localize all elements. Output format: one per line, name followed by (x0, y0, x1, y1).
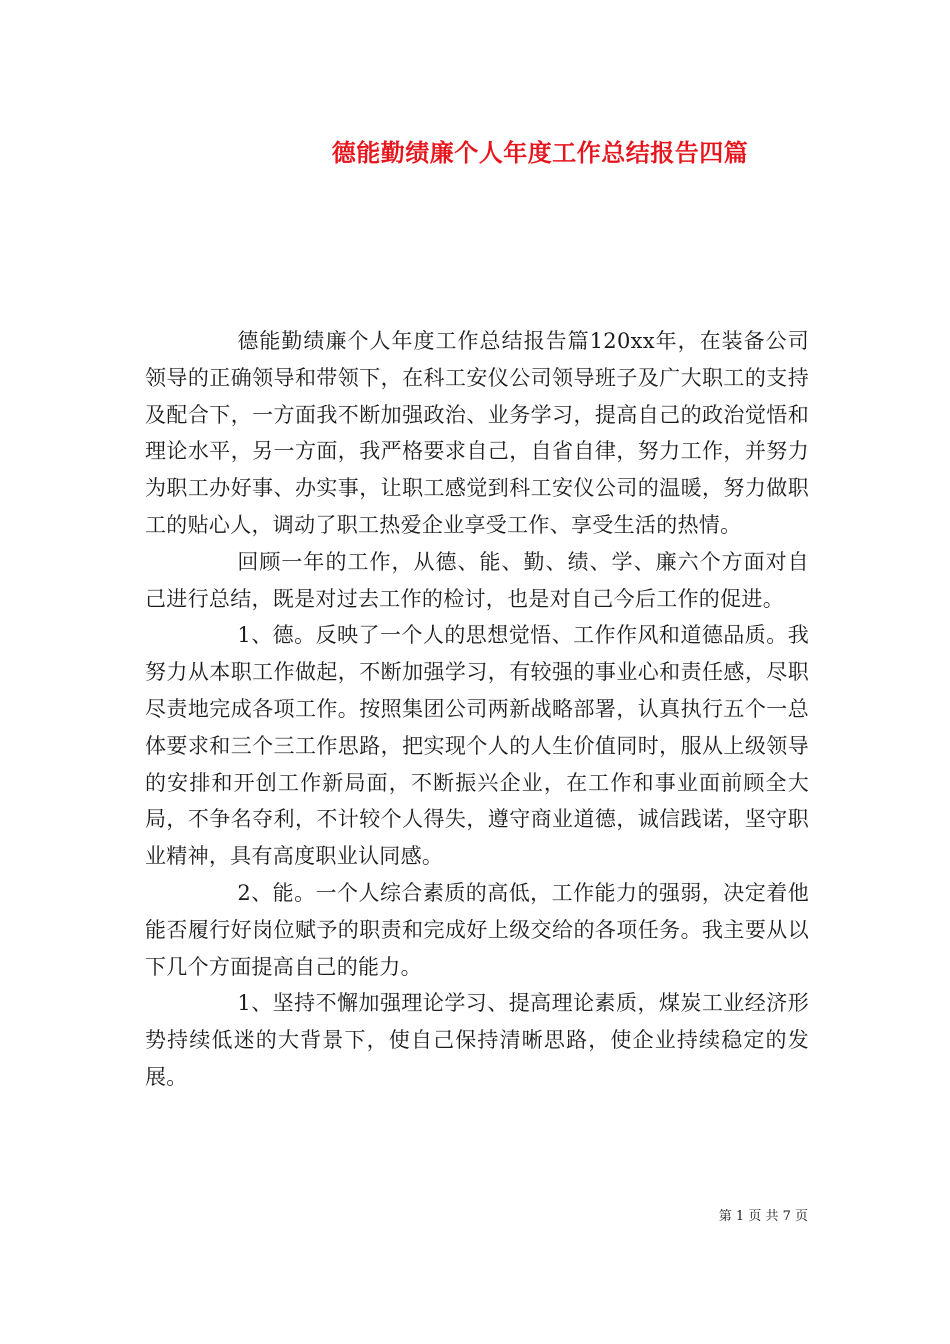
document-title: 德能勤绩廉个人年度工作总结报告四篇 (331, 138, 749, 167)
paragraph-review: 回顾一年的工作，从德、能、勤、绩、学、廉六个方面对自己进行总结，既是对过去工作的检讨，也是对自己今后工作的促进。 (145, 549, 809, 611)
page-indicator: 第 1 页 共 7 页 (718, 1209, 808, 1224)
document-body (145, 323, 809, 1096)
paragraph-theory-study: 1、坚持不懈加强理论学习、提高理论素质，煤炭工业经济形势持续低迷的大背景下，使自己保持清晰思路，使企业持续稳定的发展。 (145, 991, 809, 1089)
paragraph-de: 1、德。反映了一个人的思想觉悟、工作作风和道德品质。我努力从本职工作做起，不断加强学习，有较强的事业心和责任感，尽职尽责地完成各项工作。按照集团公司两新战略部署，认真执行五个一总体要求和三个三工作思路，把实现个人的人生价值同时，服从上级领导的安排和开创工作新局面，不断振兴企业，在工作和事业面前顾全大局，不争名夺利，不计较个人得失，遵守商业道德，诚信践诺，坚守职业精神，具有高度职业认同感。 (145, 623, 809, 869)
paragraph-intro: 德能勤绩廉个人年度工作总结报告篇120xx年，在装备公司领导的正确领导和带领下，在科工安仪公司领导班子及广大职工的支持及配合下，一方面我不断加强政治、业务学习，提高自己的政治觉悟和理论水平，另一方面，我严格要求自己，自省自律，努力工作，并努力为职工办好事、办实事，让职工感觉到科工安仪公司的温暖，努力做职工的贴心人，调动了职工热爱企业享受工作、享受生活的热情。 (145, 329, 809, 537)
paragraph-neng: 2、能。一个人综合素质的高低，工作能力的强弱，决定着他能否履行好岗位赋予的职责和完成好上级交给的各项任务。我主要从以下几个方面提高自己的能力。 (145, 880, 809, 979)
